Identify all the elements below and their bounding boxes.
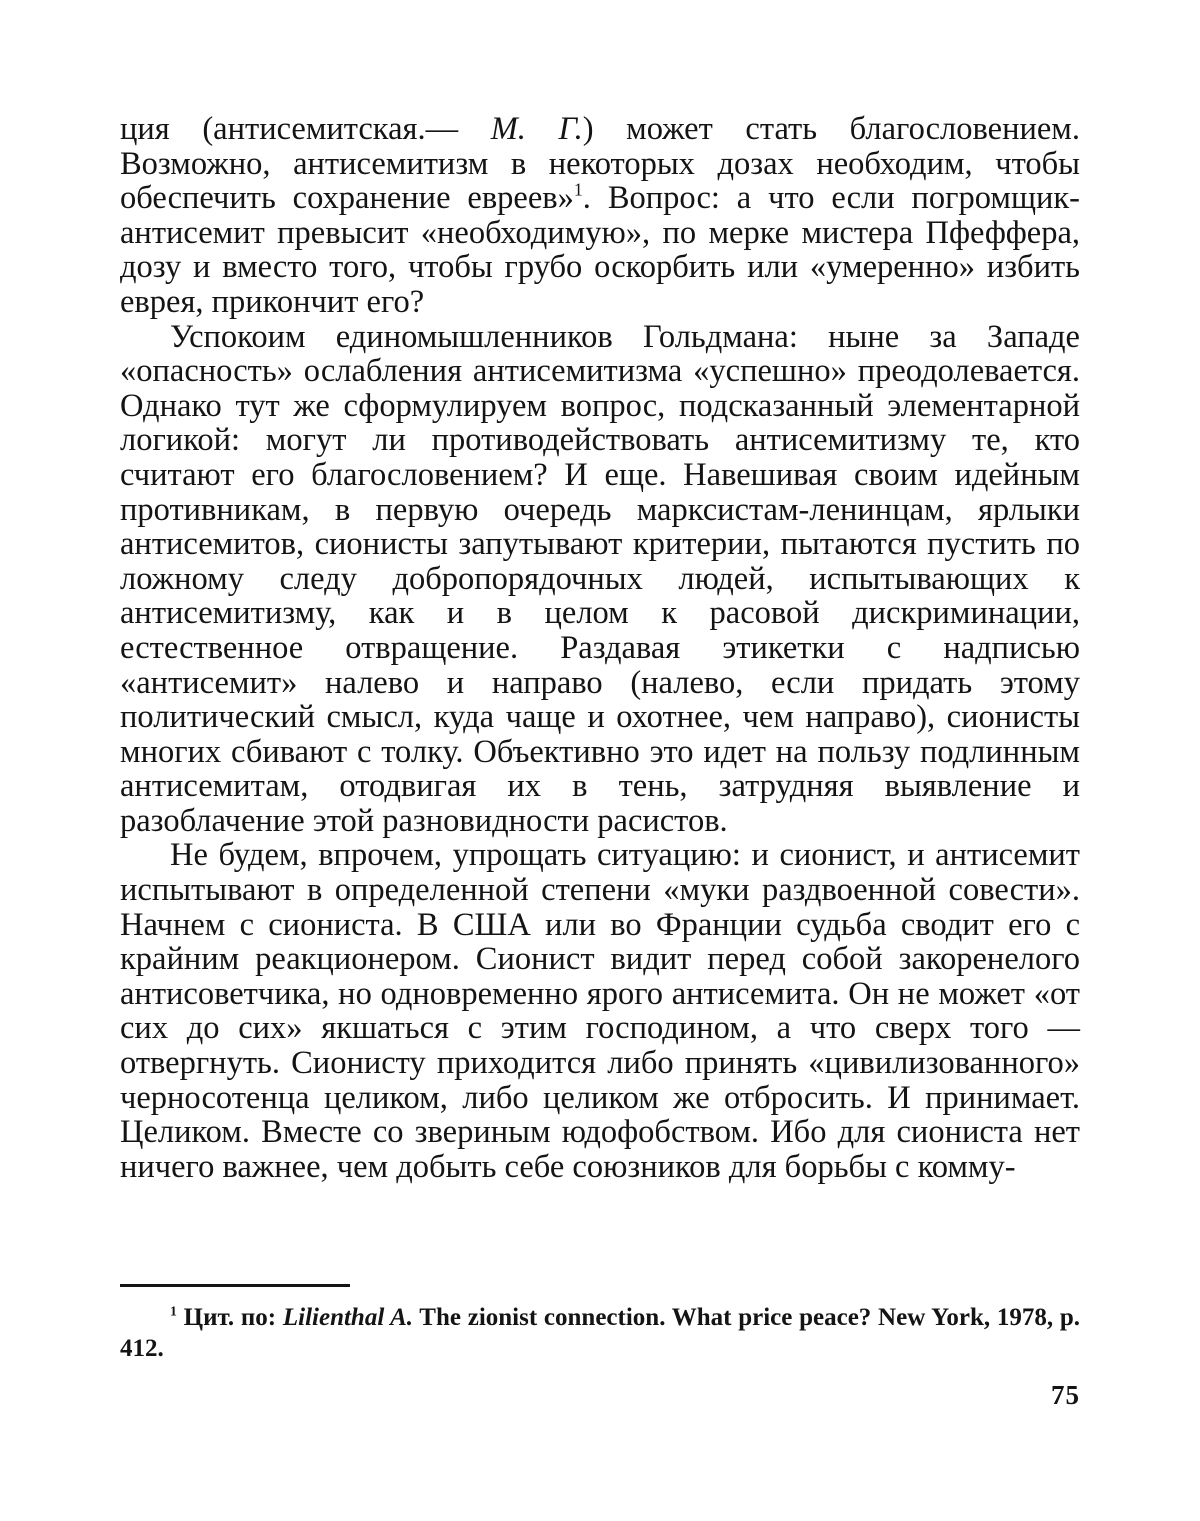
page-number: 75 <box>1051 1380 1080 1410</box>
footnote <box>120 1302 1080 1364</box>
emphasis-text: М. Г. <box>490 111 583 147</box>
footnote-prefix: Цит. по: <box>176 1304 283 1331</box>
paragraph-text: ция (антисемитская.— <box>120 111 491 147</box>
footnote-separator <box>120 1284 350 1287</box>
paragraph-text: ) может стать благословением. Возможно, антисемитизм в некоторых дозах необходим, чтобы обеспечить сохранение евреев» <box>120 111 1080 217</box>
paragraph-text: Не будем, впрочем, упрощать ситуацию: и сионист, и антисемит испытывают в определенной степени «муки раздвоенной совести». Начнем с сиониста. В США или во Франции судьба сводит его с крайним реакционером. Сионист видит перед собой закоренелого антисоветчика, но одновременно ярого антисемита. Он не может «от сих до сих» якшаться с этим господином, а что сверх того — отвергнуть. Сионисту приходится либо принять «цивилизованного» черносотенца целиком, либо целиком же отбросить. И принимает. Целиком. Вместе со звериным юдофобством. Ибо для сиониста нет ничего важнее, чем добыть себе союзников для борьбы с комму- <box>120 837 1080 1185</box>
footnote-mark: 1 <box>170 1303 177 1319</box>
paragraph-2 <box>120 320 1080 839</box>
footnote-citation: The zionist connection. What price peace? New York, 1978, p. 412. <box>120 1304 1081 1362</box>
paragraph-text: . Вопрос: а что если погромщик-антисемит превысит «необходимую», по мерке мистера Пфеффера, дозу и вместо того, чтобы грубо оскорбить или «умеренно» избить еврея, прикончит его? <box>120 180 1080 320</box>
footnote-reference: 1 <box>573 179 583 200</box>
paragraph-3 <box>120 838 1080 1184</box>
footnote-author: Lilienthal A. <box>282 1304 414 1331</box>
paragraph-text: Успокоим единомышленников Гольдмана: ныне за Западе «опасность» ослабления антисемитизма «успешно» преодолевается. Однако тут же сформулируем вопрос, подсказанный элементарной логикой: могут ли противодействовать антисемитизму те, кто считают его благословением? И еще. Навешивая своим идейным противникам, в первую очередь марксистам-ленинцам, ярлыки антисемитов, сионисты запутывают критерии, пытаются пустить по ложному следу добропорядочных людей, испытывающих к антисемитизму, как и в целом к расовой дискриминации, естественное отвращение. Раздавая этикетки с надписью «антисемит» налево и направо (налево, если придать этому политический смысл, куда чаще и охотнее, чем направо), сионисты многих сбивают с толку. Объективно это идет на пользу подлинным антисемитам, отодвигая их в тень, затрудняя выявление и разоблачение этой разновидности расистов. <box>120 318 1080 839</box>
page-body <box>120 112 1080 1184</box>
paragraph-1 <box>120 112 1080 320</box>
